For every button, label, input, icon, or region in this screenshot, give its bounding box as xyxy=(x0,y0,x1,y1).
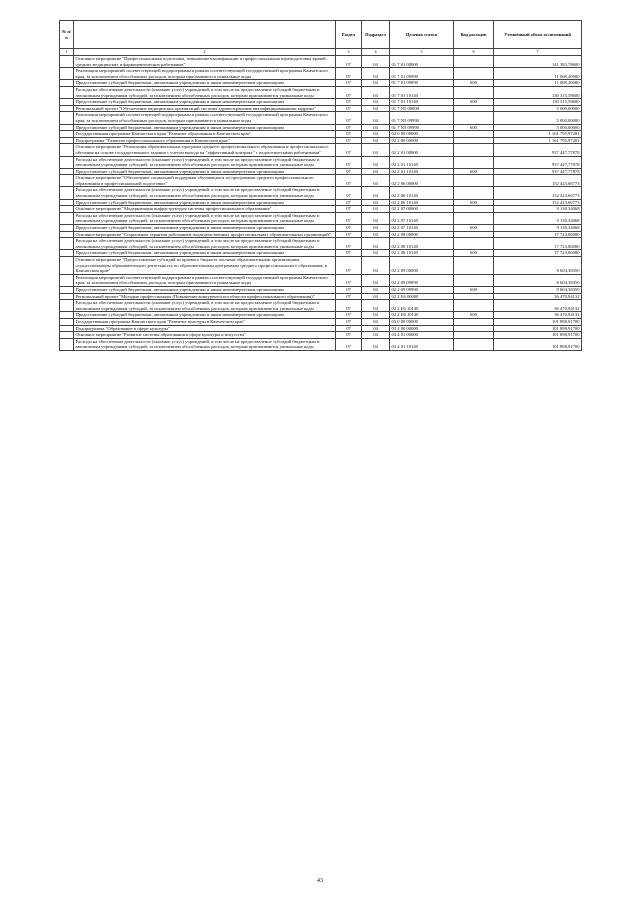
target-article-cell: 02 2 00 00000 xyxy=(390,137,454,144)
target-article-cell: 01 7 01 00000 xyxy=(390,56,454,68)
amount-cell: 1 161 795,97281 xyxy=(494,137,582,144)
table-row xyxy=(60,168,582,175)
row-number-cell xyxy=(60,86,74,98)
target-article-cell: 02 2 E6 10140 xyxy=(390,300,454,312)
row-number-cell xyxy=(60,144,74,156)
expense-type-cell xyxy=(454,86,494,98)
target-article-cell: 01 7 01 10140 xyxy=(390,99,454,106)
name-cell: Предоставление субсидий бюджетным, автономным учреждениям и иным некоммерческим организациям xyxy=(74,99,336,106)
table-row xyxy=(60,312,582,319)
expense-type-cell xyxy=(454,206,494,213)
target-article-cell: 02 2 01 10140 xyxy=(390,156,454,168)
section-cell: 07 xyxy=(336,112,362,124)
name-cell: Реализация мероприятий соответствующей подпрограммы в рамках соответствующей государственной программы Камчатского края, за исключением обособленных расходов, которым присваиваются уникальные коды xyxy=(74,112,336,124)
row-number-cell xyxy=(60,250,74,257)
target-article-cell: 01 7 N5 09990 xyxy=(390,112,454,124)
expense-type-cell: 600 xyxy=(454,168,494,175)
table-row xyxy=(60,124,582,131)
expense-type-cell xyxy=(454,318,494,325)
row-number-cell xyxy=(60,238,74,250)
table-row xyxy=(60,112,582,124)
subsection-cell: 04 xyxy=(362,131,390,138)
header-section: Раздел xyxy=(336,21,362,49)
amount-cell: 101 898,91700 xyxy=(494,325,582,332)
target-article-cell: 01 7 01 09990 xyxy=(390,68,454,80)
row-number-cell xyxy=(60,300,74,312)
amount-cell: 8 604,38350 xyxy=(494,257,582,275)
subsection-cell: 04 xyxy=(362,300,390,312)
expense-type-cell: 600 xyxy=(454,124,494,131)
expense-type-cell xyxy=(454,56,494,68)
section-cell: 07 xyxy=(336,318,362,325)
expense-type-cell xyxy=(454,325,494,332)
section-cell: 07 xyxy=(336,206,362,213)
name-cell: Предоставление субсидий бюджетным, автономным учреждениям и иным некоммерческим организациям xyxy=(74,124,336,131)
section-cell: 07 xyxy=(336,156,362,168)
table-row xyxy=(60,300,582,312)
subsection-cell: 04 xyxy=(362,212,390,224)
expense-type-cell xyxy=(454,212,494,224)
subsection-cell: 04 xyxy=(362,231,390,238)
amount-cell: 9 130,34068 xyxy=(494,225,582,232)
section-cell: 07 xyxy=(336,300,362,312)
subsection-cell: 04 xyxy=(362,206,390,213)
section-cell: 07 xyxy=(336,325,362,332)
amount-cell: 141 383,78600 xyxy=(494,56,582,68)
name-cell: Реализация мероприятий соответствующей подпрограммы в рамках соответствующей государственной программы Камчатского края, за исключением обособленных расходов, которым присваиваются уникальные коды xyxy=(74,68,336,80)
amount-cell: 152 423,66773 xyxy=(494,187,582,199)
name-cell: Государственная программа Камчатского края "Развитие образования в Камчатском крае" xyxy=(74,131,336,138)
section-cell: 07 xyxy=(336,274,362,286)
row-number-cell xyxy=(60,274,74,286)
subsection-cell: 04 xyxy=(362,286,390,293)
subsection-cell: 04 xyxy=(362,99,390,106)
column-number: 5 xyxy=(390,49,454,56)
subsection-cell: 04 xyxy=(362,137,390,144)
table-row xyxy=(60,144,582,156)
column-number: 4 xyxy=(362,49,390,56)
row-number-cell xyxy=(60,199,74,206)
section-cell: 07 xyxy=(336,293,362,300)
amount-cell: 17 723,86080 xyxy=(494,231,582,238)
subsection-cell: 04 xyxy=(362,338,390,350)
name-cell: Основное мероприятие "Профессиональная подготовка, повышение квалификации и профессиональная переподготовка врачей, средних медицинских и фармацевтических работников" xyxy=(74,56,336,68)
section-cell: 07 xyxy=(336,68,362,80)
section-cell: 07 xyxy=(336,144,362,156)
amount-cell: 9 130,34068 xyxy=(494,206,582,213)
amount-cell: 101 898,91700 xyxy=(494,338,582,350)
row-number-cell xyxy=(60,137,74,144)
expense-type-cell xyxy=(454,187,494,199)
expense-type-cell xyxy=(454,274,494,286)
amount-cell: 36 470,94132 xyxy=(494,300,582,312)
name-cell: Предоставление субсидий бюджетным, автономным учреждениям и иным некоммерческим организациям xyxy=(74,225,336,232)
name-cell: Основное мероприятие "Предоставление субсидий из краевого бюджета частным образовательным организациям, осуществляющим образовательную деятельность по образовательным программам среднего профессионального образования, в Камчатском крае" xyxy=(74,257,336,275)
row-number-cell xyxy=(60,225,74,232)
section-cell: 07 xyxy=(336,212,362,224)
section-cell: 07 xyxy=(336,225,362,232)
name-cell: Подпрограмма "Развитие профессионального образования в Камчатском крае" xyxy=(74,137,336,144)
name-cell: Расходы на обеспечение деятельности (оказание услуг) учреждений, в том числе на предоставление субсидий бюджетным и автономным учреждениям субсидий, за исключением обособленных расходов, которым присваиваются уникальные коды xyxy=(74,300,336,312)
amount-cell: 5 000,00000 xyxy=(494,124,582,131)
subsection-cell: 04 xyxy=(362,175,390,187)
row-number-cell xyxy=(60,124,74,131)
name-cell: Расходы на обеспечение деятельности (оказание услуг) учреждений, в том числе на предоставление субсидий бюджетным и автономным учреждениям субсидий, за исключением обособленных расходов, которым присваиваются уникальные коды xyxy=(74,238,336,250)
section-cell: 07 xyxy=(336,168,362,175)
target-article-cell: 02 2 09 09990 xyxy=(390,274,454,286)
amount-cell: 937 447,77878 xyxy=(494,168,582,175)
budget-table xyxy=(59,20,582,351)
name-cell: Предоставление субсидий бюджетным, автономным учреждениям и иным некоммерческим организациям xyxy=(74,168,336,175)
name-cell: Основное мероприятие "Социальные гарантии работникам подведомственных профессиональных образовательных организаций" xyxy=(74,231,336,238)
row-number-cell xyxy=(60,56,74,68)
amount-cell: 152 423,66773 xyxy=(494,175,582,187)
amount-cell: 937 447,77878 xyxy=(494,144,582,156)
table-row xyxy=(60,199,582,206)
expense-type-cell xyxy=(454,137,494,144)
row-number-cell xyxy=(60,212,74,224)
amount-cell: 5 000,00000 xyxy=(494,105,582,112)
name-cell: Реализация мероприятий соответствующей подпрограммы в рамках соответствующей государственной программы Камчатского края, за исключением обособленных расходов, которым присваиваются уникальные коды xyxy=(74,274,336,286)
subsection-cell: 04 xyxy=(362,332,390,339)
expense-type-cell xyxy=(454,238,494,250)
table-row xyxy=(60,338,582,350)
section-cell: 07 xyxy=(336,175,362,187)
section-cell: 07 xyxy=(336,124,362,131)
amount-cell: 36 470,94132 xyxy=(494,312,582,319)
amount-cell: 11 068,20000 xyxy=(494,68,582,80)
name-cell: Основное мероприятие "Реализация образовательных программ среднего профессионального образования и профессионального обучения на основе государственного задания с учетом выхода на "эффективный контракт" с педагогическими работниками" xyxy=(74,144,336,156)
table-row xyxy=(60,231,582,238)
subsection-cell: 04 xyxy=(362,225,390,232)
target-article-cell: 02 2 01 10140 xyxy=(390,168,454,175)
target-article-cell: 02 2 08 10140 xyxy=(390,250,454,257)
table-row xyxy=(60,286,582,293)
subsection-cell: 04 xyxy=(362,238,390,250)
name-cell: Предоставление субсидий бюджетным, автономным учреждениям и иным некоммерческим организациям xyxy=(74,286,336,293)
amount-cell: 11 068,20000 xyxy=(494,80,582,87)
table-row xyxy=(60,131,582,138)
table-row xyxy=(60,187,582,199)
expense-type-cell xyxy=(454,68,494,80)
expense-type-cell xyxy=(454,131,494,138)
name-cell: Предоставление субсидий бюджетным, автономным учреждениям и иным некоммерческим организациям xyxy=(74,250,336,257)
name-cell: Расходы на обеспечение деятельности (оказание услуг) учреждений, в том числе на предоставление субсидий бюджетным и автономным учреждениям субсидий, за исключением обособленных расходов, которым присваиваются уникальные коды xyxy=(74,212,336,224)
row-number-cell xyxy=(60,318,74,325)
section-cell: 07 xyxy=(336,286,362,293)
amount-cell: 17 723,86080 xyxy=(494,238,582,250)
name-cell: Расходы на обеспечение деятельности (оказание услуг) учреждений, в том числе на предоставление субсидий бюджетным и автономным учреждениям субсидий, за исключением обособленных расходов, которым присваиваются уникальные коды xyxy=(74,156,336,168)
target-article-cell: 02 2 09 00000 xyxy=(390,257,454,275)
amount-cell: 8 604,38350 xyxy=(494,286,582,293)
section-cell: 07 xyxy=(336,250,362,257)
section-cell: 07 xyxy=(336,312,362,319)
target-article-cell: 01 7 01 09990 xyxy=(390,80,454,87)
row-number-cell xyxy=(60,80,74,87)
table-row xyxy=(60,105,582,112)
header-subsection: Подраздел xyxy=(362,21,390,49)
target-article-cell: 02 2 06 10140 xyxy=(390,199,454,206)
target-article-cell: 02 2 06 00000 xyxy=(390,175,454,187)
row-number-cell xyxy=(60,168,74,175)
table-row xyxy=(60,332,582,339)
subsection-cell: 04 xyxy=(362,312,390,319)
row-number-cell xyxy=(60,99,74,106)
amount-cell: 36 470,94132 xyxy=(494,293,582,300)
name-cell: Предоставление субсидий бюджетным, автономным учреждениям и иным некоммерческим организациям xyxy=(74,80,336,87)
column-number: 1 xyxy=(60,49,74,56)
section-cell: 07 xyxy=(336,257,362,275)
row-number-cell xyxy=(60,332,74,339)
expense-type-cell: 600 xyxy=(454,225,494,232)
name-cell: Основное мероприятие "Обеспечение социальной поддержки обучающихся по программам среднего профессионального образования и профессиональной подготовки" xyxy=(74,175,336,187)
name-cell: Предоставление субсидий бюджетным, автономным учреждениям и иным некоммерческим организациям xyxy=(74,312,336,319)
expense-type-cell xyxy=(454,231,494,238)
expense-type-cell xyxy=(454,156,494,168)
section-cell: 07 xyxy=(336,338,362,350)
table-header-row xyxy=(60,21,582,49)
section-cell: 07 xyxy=(336,332,362,339)
page-number: 43 xyxy=(317,878,323,884)
column-number: 7 xyxy=(494,49,582,56)
target-article-cell: 01 7 01 10140 xyxy=(390,86,454,98)
amount-cell: 130 315,58600 xyxy=(494,99,582,106)
row-number-cell xyxy=(60,131,74,138)
amount-cell: 9 130,34068 xyxy=(494,212,582,224)
name-cell: Основное мероприятие "Развитие системы образования в сфере культуры и искусства" xyxy=(74,332,336,339)
column-number-row xyxy=(60,49,582,56)
section-cell: 07 xyxy=(336,80,362,87)
amount-cell: 152 423,66773 xyxy=(494,199,582,206)
target-article-cell: 02 2 07 00000 xyxy=(390,206,454,213)
table-row xyxy=(60,293,582,300)
header-expense-type: Вид расходов xyxy=(454,21,494,49)
table-row xyxy=(60,175,582,187)
target-article-cell: 02 0 00 00000 xyxy=(390,131,454,138)
target-article-cell: 01 7 N5 00000 xyxy=(390,105,454,112)
expense-type-cell xyxy=(454,300,494,312)
name-cell: Расходы на обеспечение деятельности (оказание услуг) учреждений, в том числе на предоставление субсидий бюджетным и автономным учреждениям субсидий, за исключением обособленных расходов, которым присваиваются уникальные коды xyxy=(74,86,336,98)
target-article-cell: 03 4 00 00000 xyxy=(390,325,454,332)
target-article-cell: 02 2 08 10140 xyxy=(390,238,454,250)
section-cell: 07 xyxy=(336,99,362,106)
subsection-cell: 04 xyxy=(362,293,390,300)
amount-cell: 130 315,58600 xyxy=(494,86,582,98)
target-article-cell: 02 2 07 10140 xyxy=(390,212,454,224)
target-article-cell: 02 2 E6 10140 xyxy=(390,312,454,319)
name-cell: Подпрограмма "Образование в сфере культуры" xyxy=(74,325,336,332)
section-cell: 07 xyxy=(336,199,362,206)
section-cell: 07 xyxy=(336,187,362,199)
table-row xyxy=(60,137,582,144)
expense-type-cell xyxy=(454,175,494,187)
target-article-cell: 03 4 01 00000 xyxy=(390,332,454,339)
table-row xyxy=(60,80,582,87)
subsection-cell: 04 xyxy=(362,257,390,275)
amount-cell: 5 000,00000 xyxy=(494,112,582,124)
target-article-cell: 02 2 07 10140 xyxy=(390,225,454,232)
table-row xyxy=(60,225,582,232)
column-number: 3 xyxy=(336,49,362,56)
amount-cell: 17 723,86080 xyxy=(494,250,582,257)
table-row xyxy=(60,325,582,332)
row-number-cell xyxy=(60,175,74,187)
amount-cell: 101 898,91700 xyxy=(494,332,582,339)
row-number-cell xyxy=(60,68,74,80)
expense-type-cell: 600 xyxy=(454,286,494,293)
expense-type-cell xyxy=(454,293,494,300)
name-cell: Расходы на обеспечение деятельности (оказание услуг) учреждений, в том числе на предоставление субсидий бюджетным и автономным учреждениям субсидий, за исключением обособленных расходов, которым присваиваются уникальные коды xyxy=(74,187,336,199)
expense-type-cell xyxy=(454,112,494,124)
name-cell: Расходы на обеспечение деятельности (оказание услуг) учреждений, в том числе на предоставление субсидий бюджетным и автономным учреждениям субсидий, за исключением обособленных расходов, которым присваиваются уникальные коды xyxy=(74,338,336,350)
expense-type-cell: 600 xyxy=(454,312,494,319)
section-cell: 07 xyxy=(336,56,362,68)
expense-type-cell: 600 xyxy=(454,80,494,87)
row-number-cell xyxy=(60,206,74,213)
row-number-cell xyxy=(60,187,74,199)
name-cell: Региональный проект "Обеспечение медицинских организаций системы здравоохранения квалифицированными кадрами" xyxy=(74,105,336,112)
row-number-cell xyxy=(60,156,74,168)
row-number-cell xyxy=(60,231,74,238)
header-amount: Уточнённый объем ассигнований xyxy=(494,21,582,49)
row-number-cell xyxy=(60,286,74,293)
subsection-cell: 04 xyxy=(362,86,390,98)
table-row xyxy=(60,318,582,325)
section-cell: 07 xyxy=(336,86,362,98)
table-row xyxy=(60,86,582,98)
target-article-cell: 02 2 01 00000 xyxy=(390,144,454,156)
expense-type-cell: 600 xyxy=(454,250,494,257)
table-row xyxy=(60,99,582,106)
subsection-cell: 04 xyxy=(362,68,390,80)
target-article-cell: 03 4 01 10140 xyxy=(390,338,454,350)
subsection-cell: 04 xyxy=(362,274,390,286)
header-target-article: Целевая статья xyxy=(390,21,454,49)
subsection-cell: 04 xyxy=(362,156,390,168)
table-row xyxy=(60,156,582,168)
table-row xyxy=(60,238,582,250)
subsection-cell: 04 xyxy=(362,105,390,112)
expense-type-cell xyxy=(454,338,494,350)
row-number-cell xyxy=(60,257,74,275)
table-body xyxy=(60,56,582,351)
subsection-cell: 04 xyxy=(362,325,390,332)
table-row xyxy=(60,206,582,213)
subsection-cell: 04 xyxy=(362,187,390,199)
name-cell: Основное мероприятие "Модернизация инфраструктуры системы профессионального образования" xyxy=(74,206,336,213)
subsection-cell: 04 xyxy=(362,80,390,87)
table-row xyxy=(60,257,582,275)
section-cell: 07 xyxy=(336,105,362,112)
subsection-cell: 04 xyxy=(362,318,390,325)
name-cell: Региональный проект "Молодые профессионалы (Повышение конкурентоспособности профессионального образования)" xyxy=(74,293,336,300)
expense-type-cell: 600 xyxy=(454,99,494,106)
subsection-cell: 04 xyxy=(362,250,390,257)
header-name xyxy=(74,21,336,49)
column-number: 6 xyxy=(454,49,494,56)
row-number-cell xyxy=(60,112,74,124)
table-row xyxy=(60,56,582,68)
expense-type-cell: 600 xyxy=(454,199,494,206)
section-cell: 07 xyxy=(336,131,362,138)
subsection-cell: 04 xyxy=(362,199,390,206)
amount-cell: 937 447,77878 xyxy=(494,156,582,168)
row-number-cell xyxy=(60,325,74,332)
subsection-cell: 04 xyxy=(362,124,390,131)
section-cell: 07 xyxy=(336,238,362,250)
target-article-cell: 02 2 09 09990 xyxy=(390,286,454,293)
column-number: 2 xyxy=(74,49,336,56)
target-article-cell: 01 7 N5 09990 xyxy=(390,124,454,131)
row-number-cell xyxy=(60,338,74,350)
name-cell: Государственная программа Камчатского края "Развитие культуры в Камчатском крае" xyxy=(74,318,336,325)
section-cell: 07 xyxy=(336,137,362,144)
row-number-cell xyxy=(60,293,74,300)
table-row xyxy=(60,212,582,224)
expense-type-cell xyxy=(454,144,494,156)
target-article-cell: 02 2 E6 00000 xyxy=(390,293,454,300)
expense-type-cell xyxy=(454,105,494,112)
table-row xyxy=(60,250,582,257)
subsection-cell: 04 xyxy=(362,144,390,156)
target-article-cell: 03 0 00 00000 xyxy=(390,318,454,325)
name-cell: Предоставление субсидий бюджетным, автономным учреждениям и иным некоммерческим организациям xyxy=(74,199,336,206)
target-article-cell: 02 2 06 10140 xyxy=(390,187,454,199)
subsection-cell: 04 xyxy=(362,112,390,124)
amount-cell: 1 161 795,97281 xyxy=(494,131,582,138)
amount-cell: 8 604,38350 xyxy=(494,274,582,286)
expense-type-cell xyxy=(454,332,494,339)
amount-cell: 101 898,91700 xyxy=(494,318,582,325)
target-article-cell: 02 2 08 00000 xyxy=(390,231,454,238)
table-row xyxy=(60,68,582,80)
row-number-cell xyxy=(60,312,74,319)
subsection-cell: 04 xyxy=(362,56,390,68)
section-cell: 07 xyxy=(336,231,362,238)
row-number-cell xyxy=(60,105,74,112)
table-row xyxy=(60,274,582,286)
expense-type-cell xyxy=(454,257,494,275)
subsection-cell: 04 xyxy=(362,168,390,175)
header-no: № п/п xyxy=(60,21,74,49)
